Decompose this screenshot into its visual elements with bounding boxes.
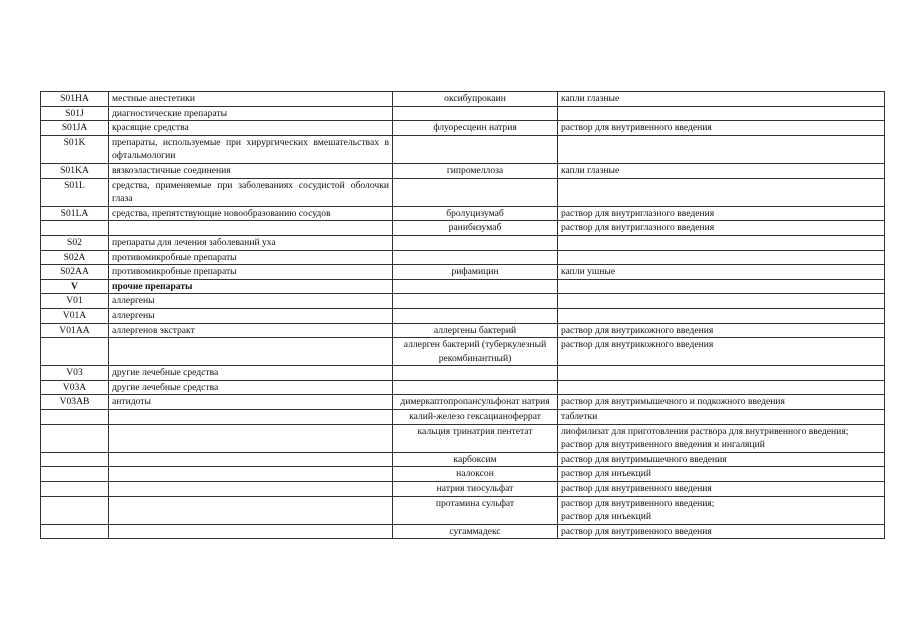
dosage-form-cell: раствор для внутримышечного введения [558, 452, 885, 467]
inn-cell: рифамицин [393, 265, 558, 280]
table-row [41, 482, 885, 497]
group-name-cell: диагностические препараты [109, 106, 393, 121]
table-row [41, 323, 885, 338]
group-name-cell: аллергенов экстракт [109, 323, 393, 338]
atc-code-cell [41, 467, 109, 482]
atc-code-cell [41, 452, 109, 467]
dosage-form-cell: капли ушные [558, 265, 885, 280]
inn-cell [393, 294, 558, 309]
atc-code-cell: V01A [41, 308, 109, 323]
group-name-cell: другие лечебные средства [109, 366, 393, 381]
group-name-cell: аллергены [109, 294, 393, 309]
group-name-cell [109, 452, 393, 467]
group-name-cell [109, 524, 393, 539]
table-row [41, 92, 885, 107]
table-row [41, 250, 885, 265]
group-name-cell: противомикробные препараты [109, 265, 393, 280]
table-row [41, 380, 885, 395]
group-name-cell: местные анестетики [109, 92, 393, 107]
inn-cell [393, 250, 558, 265]
table-row [41, 496, 885, 524]
dosage-form-cell [558, 250, 885, 265]
inn-cell: калий-железо гексацианоферрат [393, 410, 558, 425]
group-name-cell: антидоты [109, 395, 393, 410]
table-row [41, 106, 885, 121]
inn-cell: димеркаптопропансульфонат натрия [393, 395, 558, 410]
atc-code-cell [41, 482, 109, 497]
dosage-form-cell: раствор для внутривенного введения [558, 482, 885, 497]
dosage-form-cell: капли глазные [558, 163, 885, 178]
inn-cell [393, 135, 558, 163]
inn-cell: аллергены бактерий [393, 323, 558, 338]
inn-cell [393, 308, 558, 323]
dosage-form-cell: раствор для внутрикожного введения [558, 338, 885, 366]
dosage-form-cell: раствор для внутримышечного и подкожного введения [558, 395, 885, 410]
table-row [41, 366, 885, 381]
dosage-form-cell: раствор для внутриглазного введения [558, 206, 885, 221]
dosage-form-cell [558, 380, 885, 395]
inn-cell: кальция тринатрия пентетат [393, 424, 558, 452]
table-row [41, 395, 885, 410]
table-row [41, 135, 885, 163]
group-name-cell: средства, препятствующие новообразованию сосудов [109, 206, 393, 221]
dosage-form-cell [558, 279, 885, 294]
inn-cell: гипромеллоза [393, 163, 558, 178]
inn-cell: натрия тиосульфат [393, 482, 558, 497]
dosage-form-cell: раствор для внутривенного введения [558, 121, 885, 136]
atc-code-cell [41, 424, 109, 452]
group-name-cell [109, 424, 393, 452]
atc-code-cell: S01L [41, 178, 109, 206]
table-row [41, 524, 885, 539]
dosage-form-cell: капли глазные [558, 92, 885, 107]
group-name-cell [109, 221, 393, 236]
table-row [41, 424, 885, 452]
atc-code-cell [41, 221, 109, 236]
dosage-form-cell [558, 294, 885, 309]
dosage-form-cell [558, 106, 885, 121]
group-name-cell: препараты, используемые при хирургических вмешательствах в офтальмологии [109, 135, 393, 163]
dosage-form-line: раствор для внутривенного введения; [561, 497, 715, 509]
dosage-form-cell: таблетки [558, 410, 885, 425]
table-row [41, 163, 885, 178]
dosage-form-cell [558, 496, 885, 524]
group-name-cell [109, 482, 393, 497]
atc-code-cell: S01HA [41, 92, 109, 107]
dosage-form-cell: раствор для внутриглазного введения [558, 221, 885, 236]
atc-code-cell: V01AA [41, 323, 109, 338]
atc-code-cell: V03AB [41, 395, 109, 410]
table-row [41, 467, 885, 482]
dosage-form-line: раствор для инъекций [561, 511, 651, 523]
inn-cell: ранибизумаб [393, 221, 558, 236]
inn-cell [393, 279, 558, 294]
dosage-form-cell: раствор для инъекций [558, 467, 885, 482]
group-name-cell: противомикробные препараты [109, 250, 393, 265]
atc-code-cell [41, 338, 109, 366]
group-name-cell [109, 338, 393, 366]
inn-cell: аллерген бактерий (туберкулезный рекомбинантный) [393, 338, 558, 366]
group-name-cell [109, 467, 393, 482]
group-name-cell: аллергены [109, 308, 393, 323]
atc-code-cell: S02AA [41, 265, 109, 280]
table-row [41, 452, 885, 467]
group-name-cell: прочие препараты [109, 279, 393, 294]
dosage-form-cell [558, 135, 885, 163]
atc-code-cell [41, 410, 109, 425]
group-name-cell [109, 496, 393, 524]
inn-cell: бролуцизумаб [393, 206, 558, 221]
table-row [41, 235, 885, 250]
atc-code-cell: S01J [41, 106, 109, 121]
atc-code-cell: V [41, 279, 109, 294]
dosage-form-cell [558, 424, 885, 452]
table-row [41, 294, 885, 309]
dosage-form-cell [558, 366, 885, 381]
inn-cell: протамина сульфат [393, 496, 558, 524]
table-row [41, 121, 885, 136]
inn-cell [393, 178, 558, 206]
atc-code-cell: S01KA [41, 163, 109, 178]
inn-cell: налоксон [393, 467, 558, 482]
table-row [41, 221, 885, 236]
atc-code-cell: S01LA [41, 206, 109, 221]
inn-cell: карбоксим [393, 452, 558, 467]
table-row [41, 206, 885, 221]
table-row [41, 178, 885, 206]
group-name-cell: препараты для лечения заболеваний уха [109, 235, 393, 250]
atc-code-cell: S02 [41, 235, 109, 250]
atc-code-cell [41, 524, 109, 539]
dosage-form-cell: раствор для внутривенного введения [558, 524, 885, 539]
group-name-cell: средства, применяемые при заболеваниях сосудистой оболочки глаза [109, 178, 393, 206]
table-row [41, 265, 885, 280]
table-row [41, 308, 885, 323]
group-name-cell [109, 410, 393, 425]
inn-cell [393, 380, 558, 395]
group-name-cell: вязкоэластичные соединения [109, 163, 393, 178]
dosage-form-line: раствор для внутривенного введения и ингаляций [561, 439, 765, 451]
inn-cell [393, 366, 558, 381]
dosage-form-cell: раствор для внутрикожного введения [558, 323, 885, 338]
drug-table [40, 91, 885, 539]
atc-code-cell: S01JA [41, 121, 109, 136]
group-name-cell: красящие средства [109, 121, 393, 136]
dosage-form-cell [558, 178, 885, 206]
dosage-form-cell [558, 308, 885, 323]
atc-code-cell: V01 [41, 294, 109, 309]
inn-cell [393, 235, 558, 250]
atc-code-cell [41, 496, 109, 524]
atc-code-cell: V03A [41, 380, 109, 395]
atc-code-cell: V03 [41, 366, 109, 381]
table-row [41, 279, 885, 294]
table-row [41, 338, 885, 366]
atc-code-cell: S02A [41, 250, 109, 265]
group-name-cell: другие лечебные средства [109, 380, 393, 395]
inn-cell: сугаммадекс [393, 524, 558, 539]
inn-cell: оксибупрокаин [393, 92, 558, 107]
atc-code-cell: S01K [41, 135, 109, 163]
table-row [41, 410, 885, 425]
dosage-form-cell [558, 235, 885, 250]
inn-cell [393, 106, 558, 121]
inn-cell: флуоресцеин натрия [393, 121, 558, 136]
dosage-form-line: лиофилизат для приготовления раствора для внутривенного введения; [561, 425, 849, 437]
